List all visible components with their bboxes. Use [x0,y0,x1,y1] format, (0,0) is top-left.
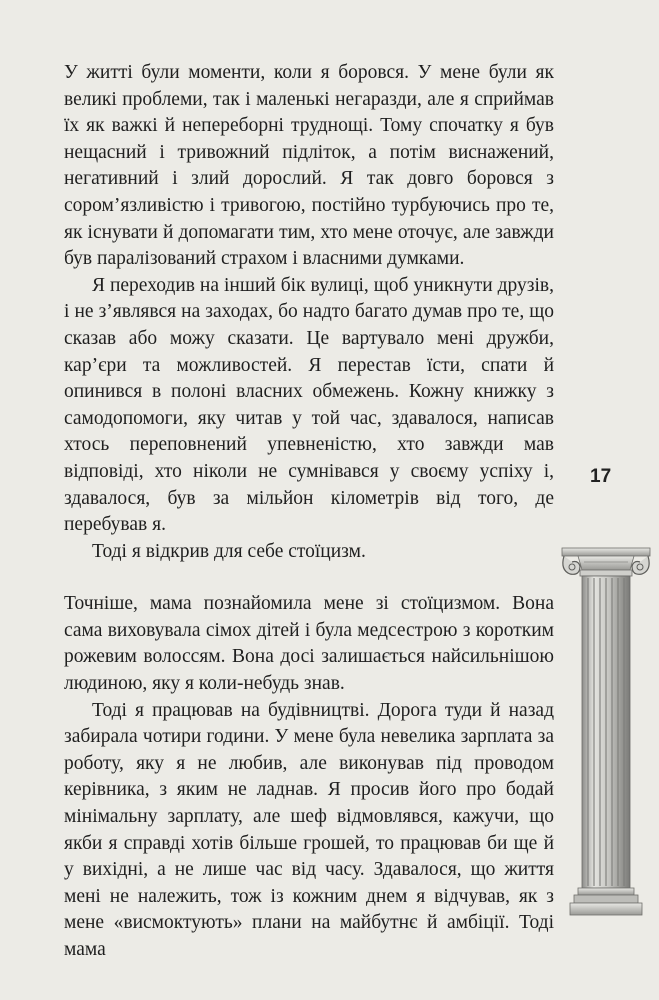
page-number: 17 [590,466,612,487]
paragraph: Я переходив на інший бік вулиці, щоб уникнути друзів, і не з’являвся на заходах, бо надто багато думав про те, що сказав або можу сказати. Це вартувало мені дружби, кар’єри та можливостей. Я перестав їсти, спати й опинився в полоні власних обмежень. Кожну книжку з самодопомоги, яку читав у той час, здавалося, написав хтось переповнений упевненістю, хто завжди мав відповіді, хто ніколи не сумнівався у своєму успіху і, здавалося, був за мільйон кілометрів від того, де перебував я. [64,274,554,536]
paragraph: Тоді я працював на будівництві. Дорога туди й назад забирала чотири години. У мене була невелика зарплата за роботу, яку я не любив, але виконував під проводом керівника, з яким не ладнав. Я просив його про бодай мінімальну зарплату, але шеф відмовлявся, кажучи, що якби я справді хотів більше грошей, то працював би ще й у вихідні, а не лише час від часу. Здавалося, що життя мені не належить, тож із кожним днем я відчував, як з мене «висмоктують» плани на майбутнє й амбіції. Тоді мама [64,699,554,960]
paragraph: Тоді я відкрив для себе стоїцизм. [92,540,366,562]
paragraph: У житті були моменти, коли я боровся. У мене були як великі проблеми, так і маленькі негаразди, але я сприймав їх як важкі й непереборні труднощі. Тому спочатку я був нещасний і тривожний підліток, а потім виснажений, негативний і злий дорослий. Я так довго боровся з сором’язливістю і тривогою, постійно турбуючись про те, як існувати й допомагати тим, хто мене оточує, але завжди був паралізований страхом і власними думками. [64,62,554,270]
ionic-column-illustration [558,540,654,925]
paragraph: Точніше, мама познайомила мене зі стоїцизмом. Вона сама виховувала сімох дітей і була медсестрою з коротким рожевим волоссям. Вона досі залишається найсильнішою людиною, яку я коли-небудь знав. [64,593,554,695]
body-text [64,60,554,964]
